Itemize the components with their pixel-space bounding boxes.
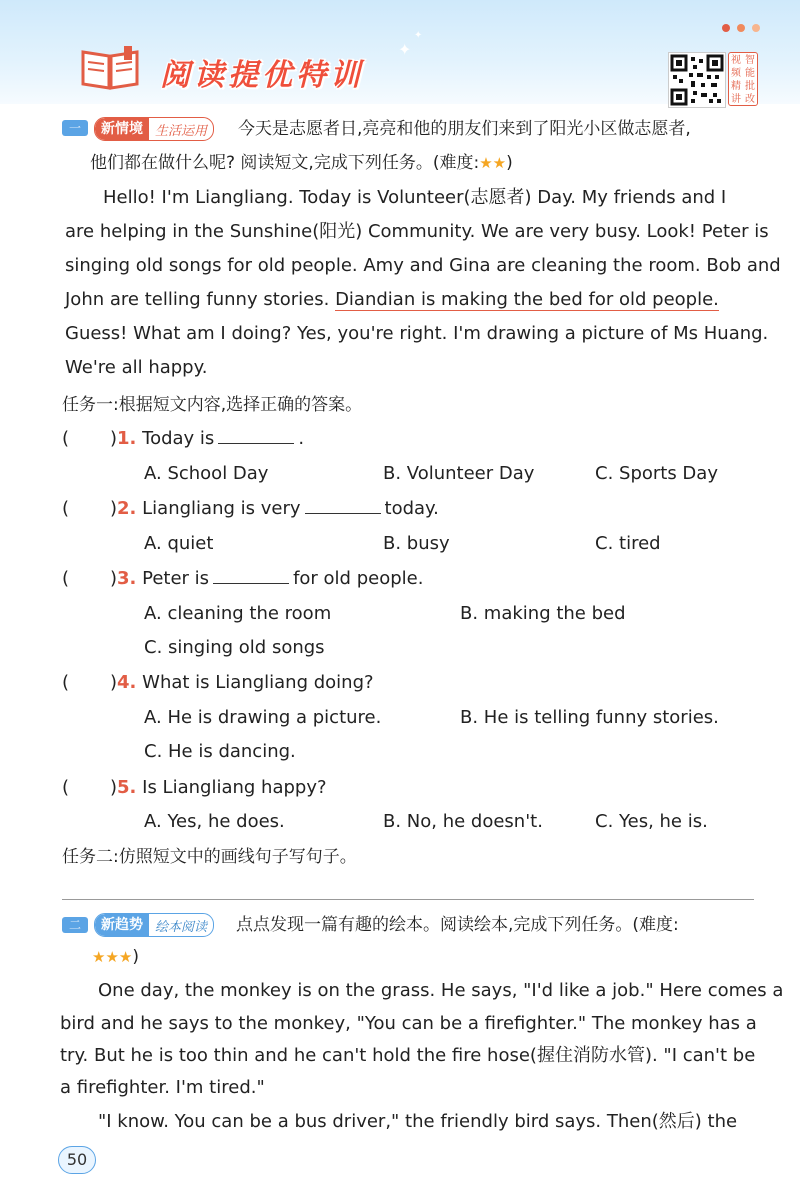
open-book-icon [80,44,140,90]
option-b[interactable]: B. busy [383,533,450,554]
option-c[interactable]: C. Sports Day [595,463,718,484]
star-icon: ★ [479,154,493,172]
question-stem: Today is [142,428,215,449]
passage-line: "I know. You can be a bus driver," the friendly bird says. Then(然后) the [98,1111,738,1132]
option-b[interactable]: B. making the bed [460,603,626,624]
divider [62,899,754,900]
sparkle-icon: ✦ [414,30,423,41]
task-2-heading: 任务二:仿照短文中的画线句子写句子。 [62,847,357,867]
passage-line: We're all happy. [65,357,208,378]
passage-line: are helping in the Sunshine(阳光) Community. We are very busy. Look! Peter is [65,221,769,242]
passage-line: a firefighter. I'm tired." [60,1077,265,1098]
answer-paren-close: ) [110,672,118,693]
question-number: 5. [117,777,137,798]
star-icon: ★ [118,948,133,966]
answer-paren-open: ( [62,428,70,449]
question-3 [110,566,423,592]
qr-label-char: 精 [731,81,741,92]
qr-label-char: 频 [731,68,741,79]
tag-sub: 生活运用 [155,123,208,139]
question-stem: Peter is [142,568,210,589]
answer-blank[interactable] [213,567,289,584]
answer-blank[interactable] [305,497,381,514]
passage-line: try. But he is too thin and he can't hold the fire hose(握住消防水管). "I can't be [60,1045,756,1066]
question-stem: Liangliang is very [142,498,301,519]
section-intro: 点点发现一篇有趣的绘本。阅读绘本,完成下列任务。(难度: [236,915,679,935]
section-difficulty [92,944,139,970]
answer-paren-close: ) [110,498,118,519]
passage-text: John are telling funny stories. [65,289,336,310]
answer-paren-open: ( [62,777,70,798]
star-icon: ★ [105,948,119,966]
intro-text: 他们都在做什么呢? 阅读短文,完成下列任务。(难度: [90,153,480,173]
option-a[interactable]: A. cleaning the room [144,603,332,624]
tag-main: 新情境 [95,118,149,140]
underlined-sentence: Diandian is making the bed for old people. [335,289,719,310]
passage-line: Guess! What am I doing? Yes, you're right. I'm drawing a picture of Ms Huang. [65,323,769,344]
page-number: 50 [58,1146,96,1174]
sparkle-icon: ✦ [398,40,412,59]
page-title: 阅读提优特训 [160,58,364,93]
qr-label-char: 智 [745,55,755,66]
qr-code[interactable] [668,52,726,108]
question-stem: Is Liangliang happy? [142,777,327,798]
qr-label [728,52,758,106]
option-a[interactable]: A. He is drawing a picture. [144,707,382,728]
question-stem: What is Liangliang doing? [142,672,374,693]
question-number: 3. [117,568,137,589]
answer-paren-close: ) [110,568,118,589]
option-c[interactable]: C. tired [595,533,661,554]
section-number: 一 [62,120,88,136]
answer-paren-open: ( [62,672,70,693]
qr-label-char: 讲 [731,94,741,105]
answer-paren-open: ( [62,498,70,519]
task-1-heading: 任务一:根据短文内容,选择正确的答案。 [62,395,363,415]
question-4 [110,670,374,696]
section-intro: 今天是志愿者日,亮亮和他的朋友们来到了阳光小区做志愿者, [238,119,691,139]
question-1 [110,426,304,452]
tag-sub: 绘本阅读 [155,919,208,935]
passage-line: Hello! I'm Liangliang. Today is Volunteer(志愿者) Day. My friends and I [103,187,727,208]
option-b[interactable]: B. He is telling funny stories. [460,707,719,728]
qr-label-char: 批 [745,81,755,92]
option-a[interactable]: A. Yes, he does. [144,811,285,832]
section-tag [94,913,214,937]
question-2 [110,496,439,522]
star-icon: ★ [92,948,106,966]
dot-2 [737,24,745,32]
dot-3 [752,24,760,32]
dot-1 [722,24,730,32]
passage-line: singing old songs for old people. Amy and Gina are cleaning the room. Bob and [65,255,781,276]
question-5 [110,775,327,801]
section-tag [94,117,214,141]
star-icon: ★ [492,154,507,172]
decor-dots [722,24,760,32]
qr-label-char: 改 [745,94,755,105]
answer-paren-open: ( [62,568,70,589]
answer-paren-close: ) [110,428,118,449]
passage-line: bird and he says to the monkey, "You can be a firefighter." The monkey has a [60,1013,757,1034]
section-number: 二 [62,917,88,933]
section-intro-2 [90,150,513,176]
option-c[interactable]: C. Yes, he is. [595,811,708,832]
tag-main: 新趋势 [95,914,149,936]
option-b[interactable]: B. No, he doesn't. [383,811,543,832]
question-number: 4. [117,672,137,693]
option-b[interactable]: B. Volunteer Day [383,463,535,484]
answer-paren-close: ) [110,777,118,798]
answer-blank[interactable] [218,427,294,444]
option-c[interactable]: C. He is dancing. [144,741,296,762]
passage-line: One day, the monkey is on the grass. He says, "I'd like a job." Here comes a [98,980,784,1001]
question-stem-end: today. [384,498,439,519]
qr-label-char: 视 [731,55,741,66]
question-stem-end: for old people. [293,568,424,589]
intro-close: ) [506,153,513,173]
passage-line [65,287,719,313]
question-number: 1. [117,428,137,449]
option-c[interactable]: C. singing old songs [144,637,325,658]
question-stem-end: . [298,428,305,449]
option-a[interactable]: A. School Day [144,463,269,484]
option-a[interactable]: A. quiet [144,533,214,554]
question-number: 2. [117,498,137,519]
intro-close: ) [132,947,139,967]
qr-label-char: 能 [745,68,755,79]
